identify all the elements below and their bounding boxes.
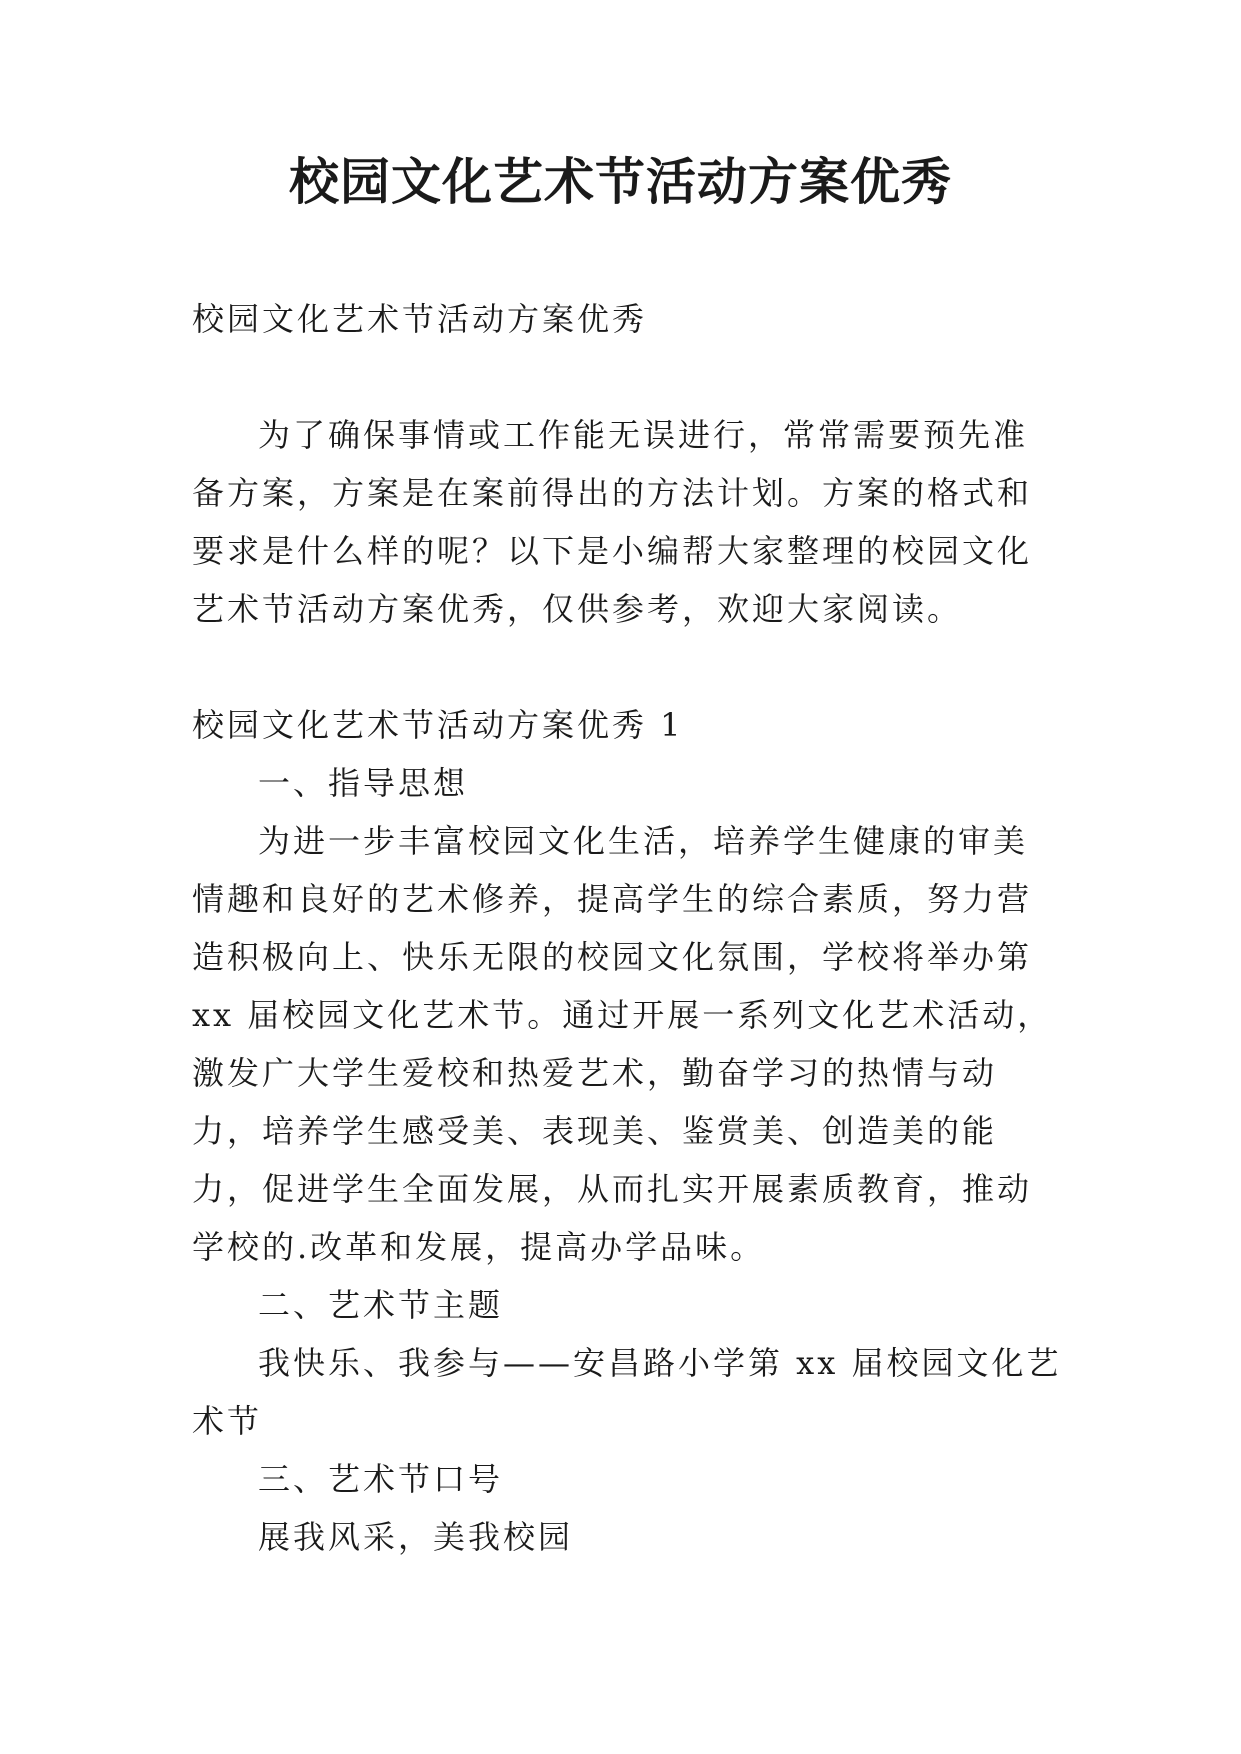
intro-paragraph: 为了确保事情或工作能无误进行，常常需要预先准备方案，方案是在案前得出的方法计划。方案的格式和要求是什么样的呢？以下是小编帮大家整理的校园文化艺术节活动方案优秀，仅供参考，欢迎大家阅读。 xyxy=(192,416,1033,628)
document-body xyxy=(192,290,1062,1566)
section-title: 校园文化艺术节活动方案优秀 1 xyxy=(192,706,684,744)
document-title: 校园文化艺术节活动方案优秀 xyxy=(289,152,952,211)
paragraph-guiding-idea: 为进一步丰富校园文化生活，培养学生健康的审美情趣和良好的艺术修养，提高学生的综合素质，努力营造积极向上、快乐无限的校园文化氛围，学校将举办第 xx 届校园文化艺术节。通过开展一系列文化艺术活动，激发广大学生爱校和热爱艺术，勤奋学习的热情与动力，培养学生感受美、表现美、鉴赏美、创造美的能力，促进学生全面发展，从而扎实开展素质教育，推动学校的.改革和发展，提高办学品味。 xyxy=(192,822,1053,1266)
paragraph-festival-theme: 我快乐、我参与——安昌路小学第 xx 届校园文化艺术节 xyxy=(192,1344,1062,1440)
heading-festival-theme: 二、艺术节主题 xyxy=(258,1286,504,1324)
heading-guiding-idea: 一、指导思想 xyxy=(258,764,469,802)
document-subtitle: 校园文化艺术节活动方案优秀 xyxy=(192,300,648,338)
heading-festival-slogan: 三、艺术节口号 xyxy=(258,1460,504,1498)
paragraph-festival-slogan: 展我风采，美我校园 xyxy=(258,1518,574,1556)
